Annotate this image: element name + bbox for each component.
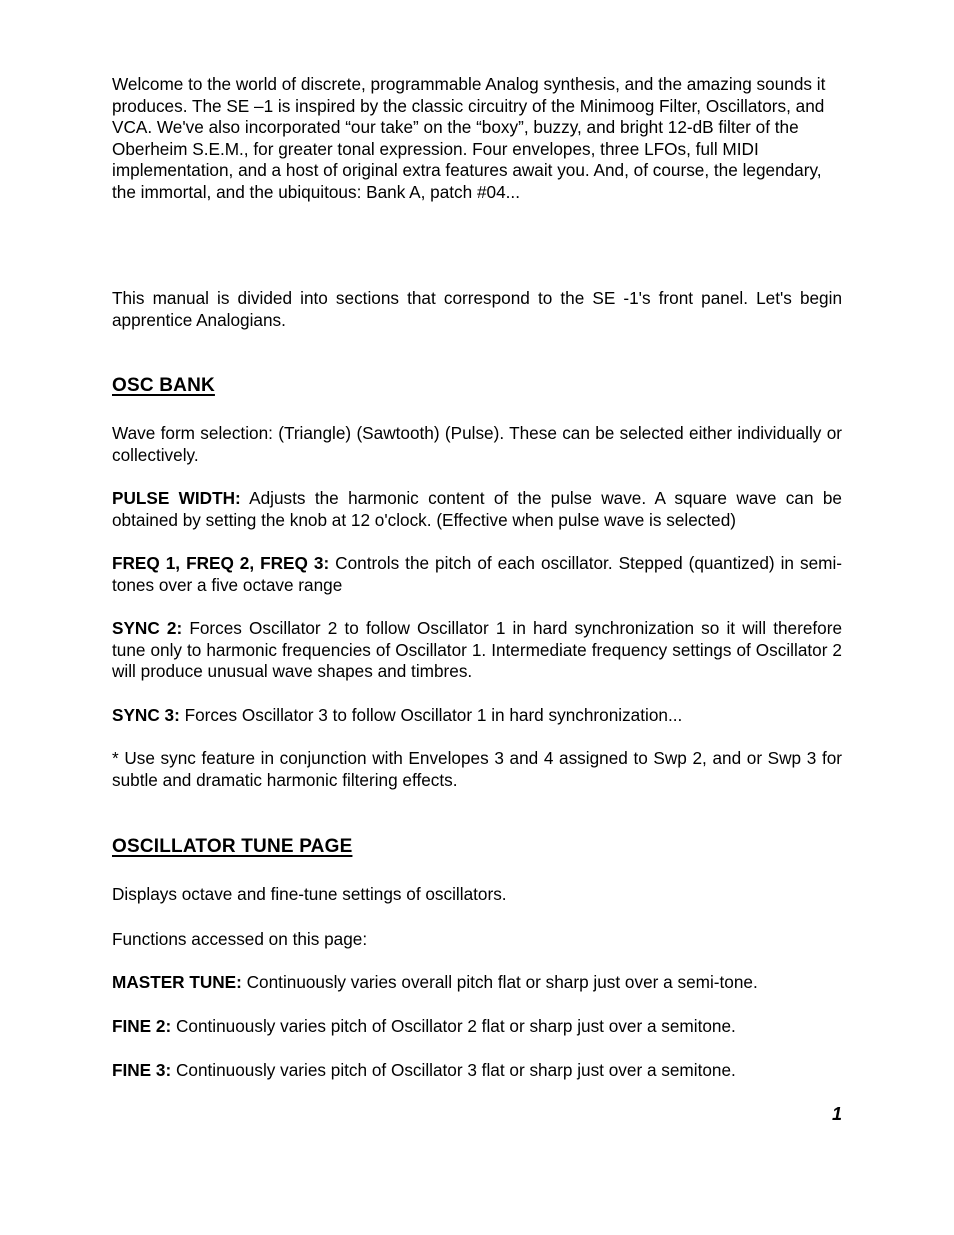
sync2-text: Forces Oscillator 2 to follow Oscillator 1 in hard synchronization so it will therefore tune only to harmonic frequencies of Oscillator 1. Intermediate frequency settings of Oscillator 2 will produce unusual wave shapes and timbres. [112,618,843,681]
pulse-width-paragraph [112,488,842,531]
freq-paragraph [112,553,842,596]
sync3-label: SYNC 3: [112,705,180,725]
intro-welcome-paragraph: Welcome to the world of discrete, programmable Analog synthesis, and the amazing sounds it produces. The SE –1 is inspired by the classic circuitry of the Minimoog Filter, Oscillators, and VCA. We've also incorporated “our take” on the “boxy”, buzzy, and bright 12-dB filter of the Oberheim S.E.M., for greater tonal expression. Four envelopes, three LFOs, full MIDI implementation, and a host of original extra features await you. And, of course, the legendary, the immortal, and the ubiquitous: Bank A, patch #04... [112,74,826,202]
tune-description-paragraph: Displays octave and fine-tune settings of oscillators. [112,884,507,904]
master-tune-text: Continuously varies overall pitch flat or sharp just over a semi-tone. [241,972,758,992]
wave-form-paragraph: Wave form selection: (Triangle) (Sawtooth) (Pulse). These can be selected either individually or collectively. [112,423,842,465]
pulse-width-label: PULSE WIDTH: [112,488,241,508]
intro-manual-paragraph: This manual is divided into sections that correspond to the SE -1's front panel. Let's begin apprentice Analogians. [112,288,842,330]
page-number: 1 [831,1104,842,1124]
pulse-width-text: Adjusts the harmonic content of the pulse wave. A square wave can be obtained by setting the knob at 12 o'clock. (Effective when pulse wave is selected) [112,488,842,530]
fine2-label: FINE 2: [112,1016,172,1036]
osc-bank-heading: OSC BANK [112,375,215,396]
fine3-paragraph [112,1060,842,1082]
fine3-label: FINE 3: [112,1060,172,1080]
oscillator-tune-page-heading: OSCILLATOR TUNE PAGE [112,836,353,857]
sync2-label: SYNC 2: [112,618,183,638]
sync3-paragraph [112,705,842,727]
sync3-text: Forces Oscillator 3 to follow Oscillator 1 in hard synchronization... [179,705,683,725]
sync-note-paragraph: * Use sync feature in conjunction with Envelopes 3 and 4 assigned to Swp 2, and or Swp 3 for subtle and dramatic harmonic filtering effects. [112,748,842,790]
master-tune-paragraph [112,972,842,994]
fine2-paragraph [112,1016,842,1038]
fine2-text: Continuously varies pitch of Oscillator 2 flat or sharp just over a semitone. [171,1016,736,1036]
freq-label: FREQ 1, FREQ 2, FREQ 3: [112,553,330,573]
manual-page [112,0,842,1235]
master-tune-label: MASTER TUNE: [112,972,242,992]
functions-intro-paragraph: Functions accessed on this page: [112,929,368,949]
freq-text: Controls the pitch of each oscillator. Stepped (quantized) in semi-tones over a five octave range [112,553,842,595]
fine3-text: Continuously varies pitch of Oscillator 3 flat or sharp just over a semitone. [171,1060,736,1080]
sync2-paragraph [112,618,842,683]
